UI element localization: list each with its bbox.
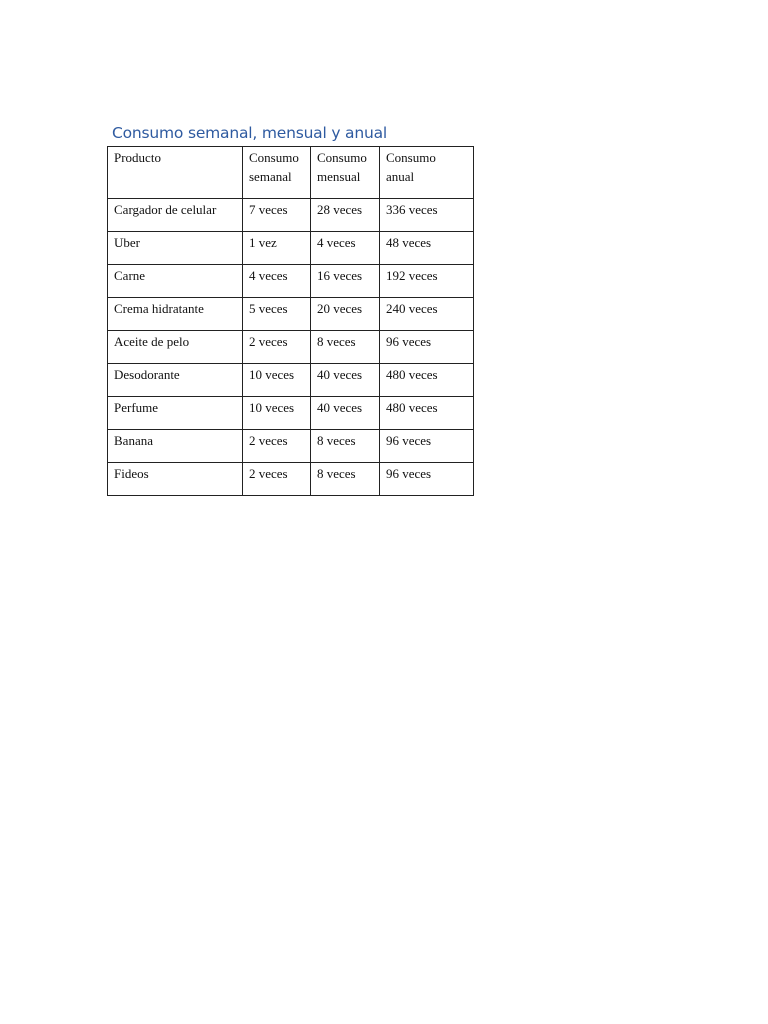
cell-anual: 240 veces (380, 298, 474, 331)
page-title: Consumo semanal, mensual y anual (112, 124, 387, 142)
cell-semanal: 2 veces (243, 463, 311, 496)
cell-anual: 96 veces (380, 430, 474, 463)
cell-mensual: 4 veces (311, 232, 380, 265)
cell-mensual: 8 veces (311, 331, 380, 364)
cell-producto: Cargador de celular (108, 199, 243, 232)
cell-semanal: 1 vez (243, 232, 311, 265)
cell-anual: 192 veces (380, 265, 474, 298)
cell-semanal: 10 veces (243, 364, 311, 397)
cell-producto: Perfume (108, 397, 243, 430)
cell-mensual: 40 veces (311, 364, 380, 397)
table-row (108, 364, 474, 397)
cell-mensual: 40 veces (311, 397, 380, 430)
cell-mensual: 8 veces (311, 463, 380, 496)
cell-mensual: 20 veces (311, 298, 380, 331)
header-consumo-anual: Consumo anual (380, 147, 474, 199)
table-row (108, 430, 474, 463)
table-row (108, 199, 474, 232)
cell-producto: Carne (108, 265, 243, 298)
table-header-row (108, 147, 474, 199)
table-row (108, 265, 474, 298)
cell-producto: Desodorante (108, 364, 243, 397)
table-row (108, 397, 474, 430)
table-row (108, 232, 474, 265)
cell-semanal: 2 veces (243, 331, 311, 364)
cell-anual: 480 veces (380, 364, 474, 397)
cell-semanal: 10 veces (243, 397, 311, 430)
table-row (108, 298, 474, 331)
cell-producto: Uber (108, 232, 243, 265)
header-producto: Producto (108, 147, 243, 199)
cell-mensual: 28 veces (311, 199, 380, 232)
cell-mensual: 16 veces (311, 265, 380, 298)
cell-anual: 480 veces (380, 397, 474, 430)
cell-anual: 48 veces (380, 232, 474, 265)
cell-producto: Crema hidratante (108, 298, 243, 331)
cell-anual: 336 veces (380, 199, 474, 232)
table-row (108, 463, 474, 496)
cell-producto: Banana (108, 430, 243, 463)
header-consumo-mensual: Consumo mensual (311, 147, 380, 199)
cell-producto: Aceite de pelo (108, 331, 243, 364)
cell-mensual: 8 veces (311, 430, 380, 463)
consumption-table (107, 146, 474, 496)
cell-semanal: 7 veces (243, 199, 311, 232)
cell-semanal: 5 veces (243, 298, 311, 331)
cell-anual: 96 veces (380, 463, 474, 496)
cell-semanal: 2 veces (243, 430, 311, 463)
cell-producto: Fideos (108, 463, 243, 496)
cell-anual: 96 veces (380, 331, 474, 364)
table-row (108, 331, 474, 364)
cell-semanal: 4 veces (243, 265, 311, 298)
header-consumo-semanal: Consumo semanal (243, 147, 311, 199)
